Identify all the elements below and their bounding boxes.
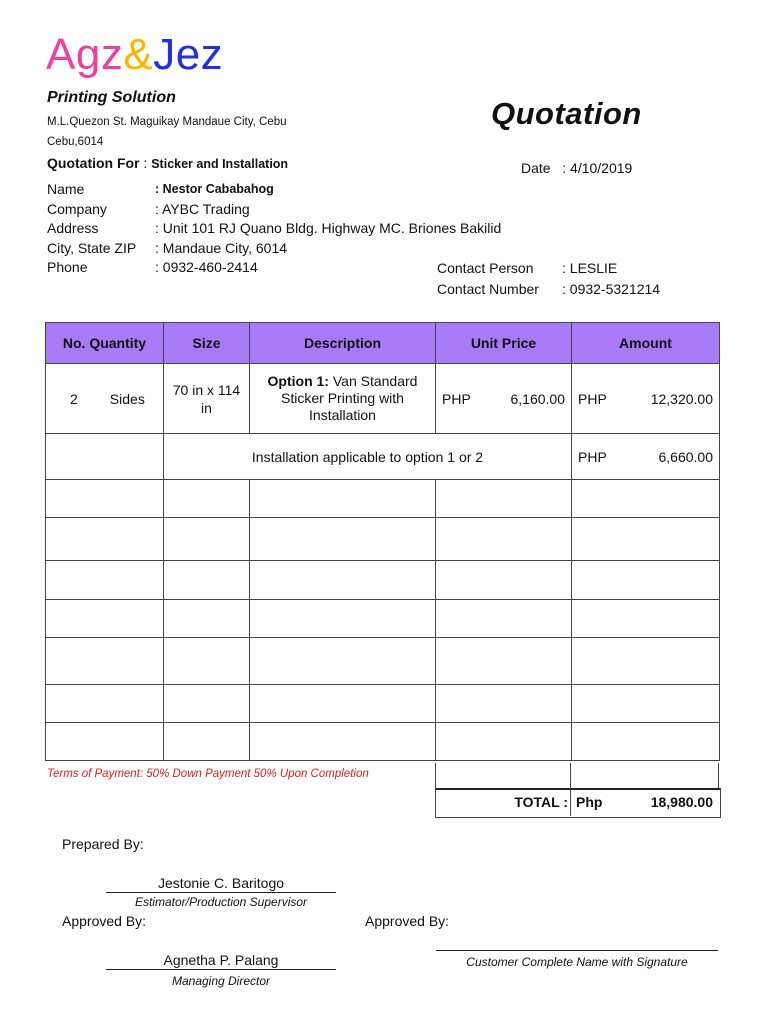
installation-note: Installation applicable to option 1 or 2 xyxy=(251,448,484,465)
cell-quantity xyxy=(46,364,164,434)
amount-currency: PHP xyxy=(578,448,607,465)
table-row-empty xyxy=(46,518,720,561)
total-label: TOTAL : xyxy=(514,794,568,810)
client-label: Company xyxy=(47,200,107,217)
client-value: : Mandaue City, 6014 xyxy=(155,239,288,256)
table-row-empty xyxy=(46,638,720,685)
client-row-address xyxy=(47,219,501,239)
contact-value: : LESLIE xyxy=(562,260,618,276)
amount-currency: PHP xyxy=(578,390,607,407)
header-amount: Amount xyxy=(572,323,720,364)
size-value: 70 in x 114 in xyxy=(172,381,241,416)
unit-price-currency: PHP xyxy=(442,390,471,407)
cell-amount xyxy=(572,434,720,480)
company-subtitle: Printing Solution xyxy=(47,89,176,106)
quantity-value: 2 xyxy=(70,390,78,407)
table-row-empty xyxy=(46,600,720,638)
client-label: Name xyxy=(47,181,85,197)
contact-label: Contact Person xyxy=(437,260,534,276)
date-field xyxy=(521,160,632,176)
client-value: : 0932-460-2414 xyxy=(155,259,258,275)
total-currency: Php xyxy=(576,794,603,810)
table-row-empty xyxy=(46,723,720,761)
approved-signature-line xyxy=(106,969,336,970)
contact-label: Contact Number xyxy=(437,281,539,297)
amount-value: 12,320.00 xyxy=(650,390,713,407)
address-line-1: M.L.Quezon St. Maguikay Mandaue City, Cebu xyxy=(47,116,287,128)
contact-value: : 0932-5321214 xyxy=(562,281,661,297)
header-unit-price: Unit Price xyxy=(436,323,572,364)
customer-signature-line xyxy=(436,950,718,951)
contact-row-number xyxy=(437,279,660,300)
cell-description xyxy=(250,364,436,434)
cell-description-merged xyxy=(164,434,572,480)
quotation-for-label: Quotation For xyxy=(47,155,140,171)
client-info xyxy=(47,180,501,278)
document-title: Quotation xyxy=(491,96,642,131)
prepared-by-label: Prepared By: xyxy=(62,836,144,852)
client-label: Phone xyxy=(47,259,88,275)
prepared-by-name: Jestonie C. Baritogo xyxy=(157,875,285,891)
cell-size xyxy=(164,364,250,434)
table-row-empty xyxy=(46,480,720,518)
logo-part-1: Agz xyxy=(46,30,124,79)
date-value: : 4/10/2019 xyxy=(562,160,633,176)
table-row-empty xyxy=(46,685,720,723)
company-address xyxy=(47,112,322,152)
quotation-for xyxy=(47,155,288,171)
desc-option-label: Option 1: xyxy=(267,373,329,389)
total-divider xyxy=(570,788,571,816)
approved-by-title: Managing Director xyxy=(171,974,271,988)
client-value: : Unit 101 RJ Quano Bldg. Highway MC. Briones Bakilid xyxy=(155,220,502,236)
table-header-row xyxy=(46,323,720,364)
client-row-name xyxy=(47,180,501,200)
items-table xyxy=(45,322,720,761)
date-label: Date xyxy=(521,160,551,176)
quotation-for-colon: : xyxy=(139,155,152,171)
client-row-city xyxy=(47,239,501,259)
approved-by-label: Approved By: xyxy=(62,913,147,929)
header-size: Size xyxy=(164,323,250,364)
amount-value: 6,660.00 xyxy=(658,448,713,465)
contact-info xyxy=(437,258,660,300)
prepared-signature-line xyxy=(106,892,336,893)
header-description: Description xyxy=(250,323,436,364)
customer-signature-caption: Customer Complete Name with Signature xyxy=(466,955,688,969)
contact-row-person xyxy=(437,258,660,279)
unit-price-value: 6,160.00 xyxy=(510,390,565,407)
header-quantity: No. Quantity xyxy=(46,323,164,364)
cell-amount xyxy=(572,364,720,434)
client-label: City, State ZIP xyxy=(47,239,137,256)
total-value: 18,980.00 xyxy=(650,794,713,810)
table-row xyxy=(46,364,720,434)
table-row-empty xyxy=(46,561,720,600)
desc-text: Van Standard Sticker Printing with Installation xyxy=(281,373,418,423)
approved-by-name: Agnetha P. Palang xyxy=(163,952,279,968)
address-line-2: Cebu,6014 xyxy=(47,136,104,148)
logo-part-2: & xyxy=(123,30,154,79)
table-extension-line xyxy=(435,763,436,789)
table-extension-line xyxy=(718,763,719,789)
client-row-phone xyxy=(47,258,501,278)
table-extension-line xyxy=(570,763,571,789)
client-value: : AYBC Trading xyxy=(155,200,250,217)
client-value: : Nestor Cababahog xyxy=(155,182,274,196)
client-row-company xyxy=(47,200,501,220)
customer-approved-by-label: Approved By: xyxy=(365,913,450,929)
payment-terms: Terms of Payment: 50% Down Payment 50% Upon Completion xyxy=(47,768,369,780)
client-label: Address xyxy=(47,220,99,236)
quotation-for-value: Sticker and Installation xyxy=(151,157,289,171)
prepared-by-title: Estimator/Production Supervisor xyxy=(134,895,308,909)
quantity-unit: Sides xyxy=(109,390,145,407)
table-row xyxy=(46,434,720,480)
cell-empty xyxy=(46,434,164,480)
company-logo xyxy=(46,30,223,80)
logo-part-3: Jez xyxy=(153,30,224,79)
cell-unit-price xyxy=(436,364,572,434)
